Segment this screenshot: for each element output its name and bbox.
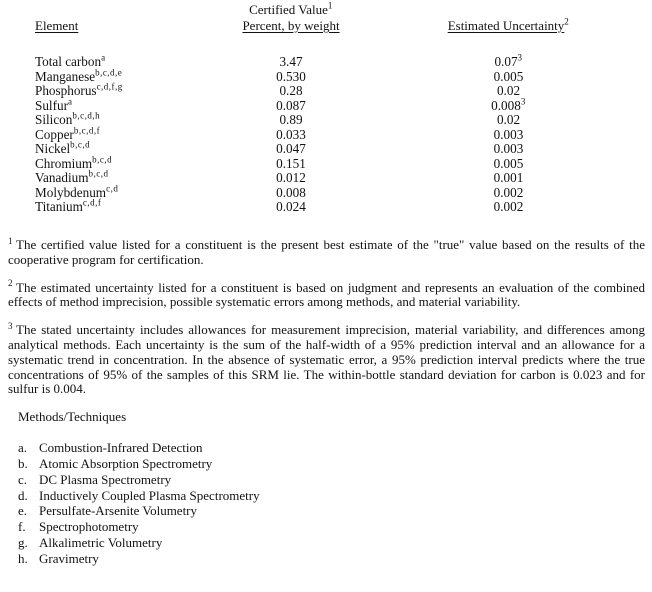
table-row [8,96,645,114]
column-header-uncertainty [372,18,645,34]
footnote-number: 1 [8,235,13,246]
footnote-text: The estimated uncertainty listed for a constituent is based on judgment and represents an evaluation of the combined effects of method imprecision, possible systematic errors among methods, and material variability. [8,279,645,310]
uncertainty-footnote-ref: 2 [564,16,570,27]
certified-value-cell: 0.033 [276,126,306,142]
uncertainty-cell: 0.005 [493,155,524,171]
element-name-cell: Silicon$^{b,c,d,h}$ [35,110,101,128]
column-header-certified-value [210,2,372,34]
method-label: Persulfate-Arsenite Volumetry [39,503,198,519]
element-method-refs: b,c,d [88,168,109,179]
element-method-refs: b,c,d,e [95,67,123,78]
method-letter: c. [18,471,28,487]
uncertainty-cell: 0.002 [493,184,524,200]
element-method-refs: b,c,d [70,139,91,150]
element-name-cell: Sulfur$^a$ [35,96,73,113]
element-table-rows [8,52,645,215]
footnote-text: The certified value listed for a constituent is the present best estimate of the "true" value based on the results of the cooperative program for certification. [8,237,645,267]
element-name-cell: Total carbon$^a$ [35,52,106,69]
method-label: DC Plasma Spectrometry [39,471,172,487]
method-item [18,503,645,519]
table-row [8,125,645,143]
method-label: Alkalimetric Volumetry [39,534,163,550]
method-letter: f. [18,519,26,535]
column-header-element-label: Element [35,18,79,33]
uncertainty-cell: 0.005 [493,68,524,84]
certified-value-cell: 0.087 [276,97,306,113]
table-row [8,81,645,99]
table-row [8,168,645,186]
uncertainty-note-ref: 3 [517,52,523,63]
method-letter: e. [18,503,28,519]
uncertainty-cell: 0.02 [496,83,521,99]
footnote-number: 3 [8,320,13,331]
method-item [18,519,645,535]
table-row [8,200,645,215]
element-table-header [8,2,645,34]
certified-value-cell: 0.28 [279,83,303,99]
element-method-refs: b,c,d,h [72,110,101,121]
footnote-text: The stated uncertainty includes allowances for measurement imprecision, material variability, and differences among analytical methods. Each uncertainty is the sum of the half-width of a 95% prediction interval and an allowance for a systematic trend in concentration. In the absence of systematic error, a 95% prediction interval predicts where the true concentrations of 95% of the samples of this SRM lie. The within-bottle standard deviation for carbon is 0.023 and for sulfur is 0.004. [8,322,645,397]
uncertainty-cell: 0.02 [496,112,521,128]
uncertainty-cell: 0.003 [493,126,524,142]
footnotes-section [8,235,645,397]
methods-list [8,440,645,566]
certified-value-footnote-ref: 1 [327,0,333,11]
method-label: Gravimetry [39,550,99,566]
method-item [18,488,645,504]
element-name-cell: Phosphorus$^{c,d,f,g}$ [35,81,123,99]
element-name-cell: Vanadium$^{b,c,d}$ [35,168,109,186]
element-name-cell: Nickel$^{b,c,d}$ [35,139,91,157]
element-method-refs: c,d,f,g [96,81,123,92]
method-item [18,472,645,488]
method-letter: h. [18,550,28,566]
method-letter: d. [18,487,28,503]
method-letter: b. [18,455,28,471]
certified-value-cell: 0.89 [279,112,303,128]
table-row [8,183,645,201]
certified-value-cell: 0.530 [276,68,306,84]
method-item [18,535,645,551]
element-method-refs: b,c,d,f [73,125,101,136]
methods-section-title: Methods/Techniques [18,409,127,425]
method-item [18,551,645,567]
method-label: Combustion-Infrared Detection [39,440,203,456]
footnote [8,320,645,397]
method-item [18,440,645,456]
method-label: Inductively Coupled Plasma Spectrometry [39,487,260,503]
column-header-element [8,18,210,34]
table-row [8,110,645,128]
footnote [8,235,645,268]
method-letter: a. [18,440,28,456]
certified-value-cell: 3.47 [279,54,303,69]
element-name-cell: Chromium$^{b,c,d}$ [35,154,113,171]
method-item [18,456,645,472]
footnote-number: 2 [8,278,13,289]
element-name-cell: Copper$^{b,c,d,f}$ [35,125,101,142]
method-label: Atomic Absorption Spectrometry [39,455,213,471]
uncertainty-cell: 0.001 [493,170,524,186]
uncertainty-cell: 0.003 [493,141,524,157]
certified-value-cell: 0.024 [276,199,306,215]
element-name-cell: Molybdenum$^{c,d}$ [35,183,119,200]
element-method-refs: c,d,f [82,198,102,209]
certified-value-line1: Certified Value$^1$ [249,0,333,17]
uncertainty-header-label: Estimated Uncertainty [447,18,565,33]
certified-value-cell: 0.047 [276,141,306,157]
uncertainty-note-ref: 3 [520,96,526,107]
method-letter: g. [18,534,28,550]
certified-value-cell: 0.008 [276,184,306,200]
element-method-refs: a [67,96,73,107]
uncertainty-cell: 0.07$^3$ [494,52,523,69]
element-name-cell: Manganese$^{b,c,d,e}$ [35,67,123,84]
footnote [8,278,645,311]
element-method-refs: c,d [106,183,119,194]
element-method-refs: a [101,52,106,63]
certified-value-cell: 0.012 [276,170,306,186]
uncertainty-cell: 0.002 [493,199,524,215]
uncertainty-cell: 0.008$^3$ [491,96,526,113]
element-method-refs: b,c,d [92,154,113,165]
method-label: Spectrophotometry [39,519,139,535]
certified-value-line2: Percent, by weight [242,18,340,33]
certified-value-cell: 0.151 [276,155,306,171]
element-name-cell: Titanium$^{c,d,f}$ [35,198,102,215]
